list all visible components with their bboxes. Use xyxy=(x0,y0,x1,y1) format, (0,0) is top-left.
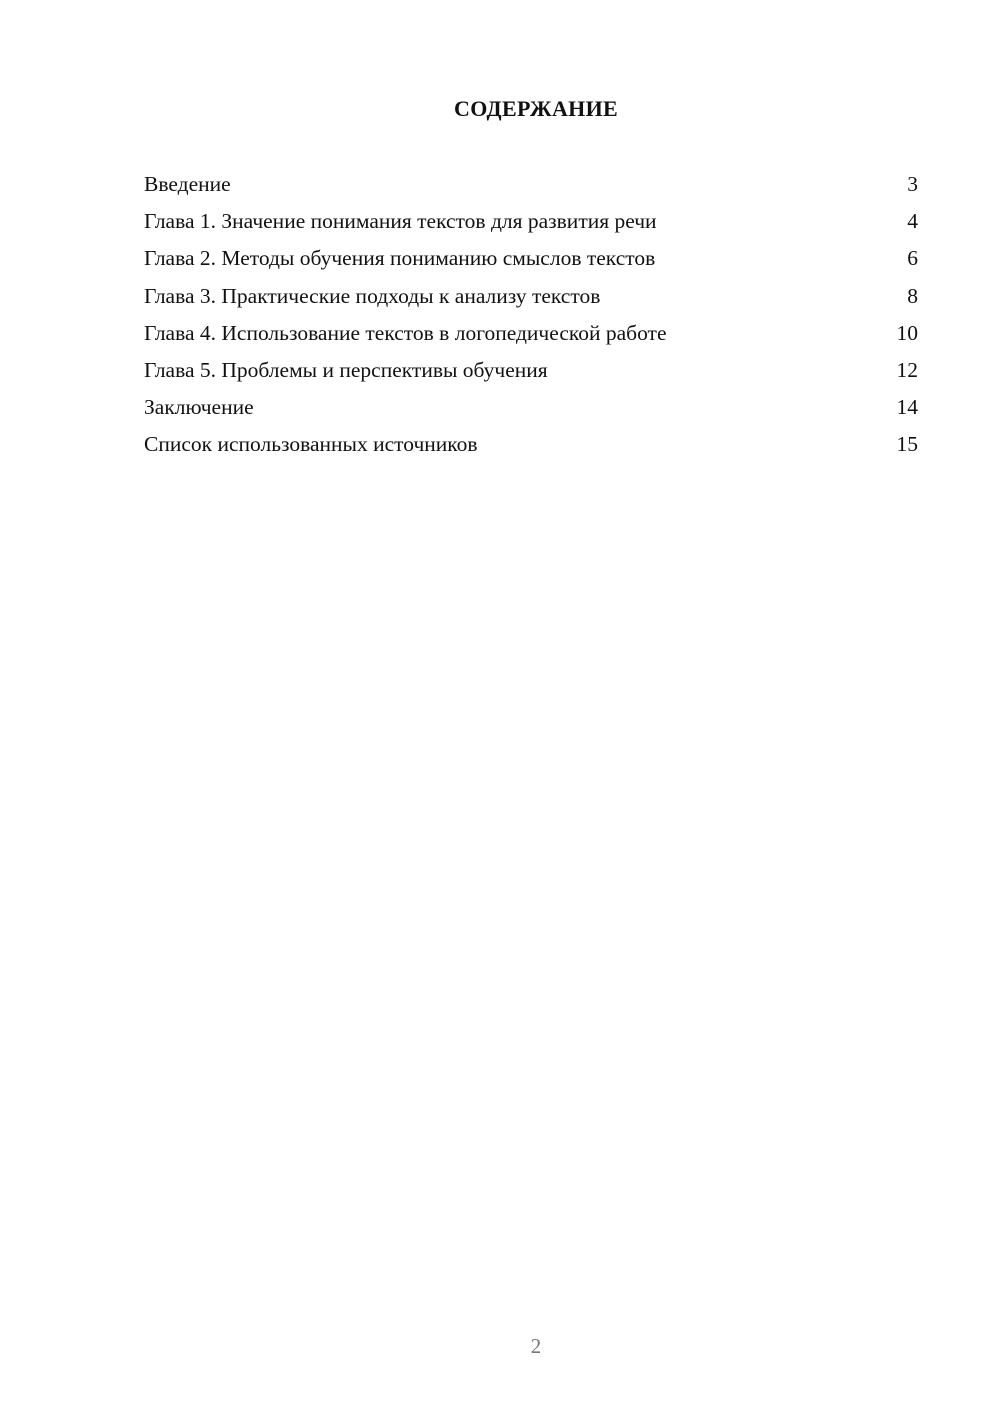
toc-entry-chapter-5 xyxy=(144,354,918,391)
toc-entry-title: Глава 5. Проблемы и перспективы обучения xyxy=(144,357,548,382)
toc-entry-chapter-2 xyxy=(144,242,918,279)
toc-entry-title: Глава 4. Использование текстов в логопедической работе xyxy=(144,320,667,345)
toc-entry-page: 4 xyxy=(907,209,918,234)
toc-entry-title: Глава 3. Практические подходы к анализу текстов xyxy=(144,283,601,308)
toc-entry-page: 14 xyxy=(896,395,918,420)
toc-entry-page: 10 xyxy=(896,320,918,345)
toc-entry-chapter-4 xyxy=(144,317,918,354)
table-of-contents xyxy=(144,168,918,466)
toc-entry-introduction xyxy=(144,168,918,205)
toc-entry-page: 8 xyxy=(907,283,918,308)
toc-entry-references xyxy=(144,428,918,465)
toc-entry-title: Список использованных источников xyxy=(144,432,478,457)
toc-entry-conclusion xyxy=(144,391,918,428)
page-title: СОДЕРЖАНИЕ xyxy=(454,96,618,121)
toc-entry-chapter-3 xyxy=(144,280,918,317)
toc-entry-chapter-1 xyxy=(144,205,918,242)
toc-entry-page: 3 xyxy=(907,172,918,196)
toc-entry-title: Глава 1. Значение понимания текстов для развития речи xyxy=(144,209,657,234)
page-number: 2 xyxy=(530,1334,542,1358)
toc-entry-page: 12 xyxy=(896,357,918,382)
toc-entry-page: 6 xyxy=(907,246,918,271)
toc-entry-title: Заключение xyxy=(144,395,254,420)
toc-entry-page: 15 xyxy=(896,432,918,457)
toc-entry-title: Введение xyxy=(144,172,231,196)
toc-entry-title: Глава 2. Методы обучения пониманию смыслов текстов xyxy=(144,246,656,271)
